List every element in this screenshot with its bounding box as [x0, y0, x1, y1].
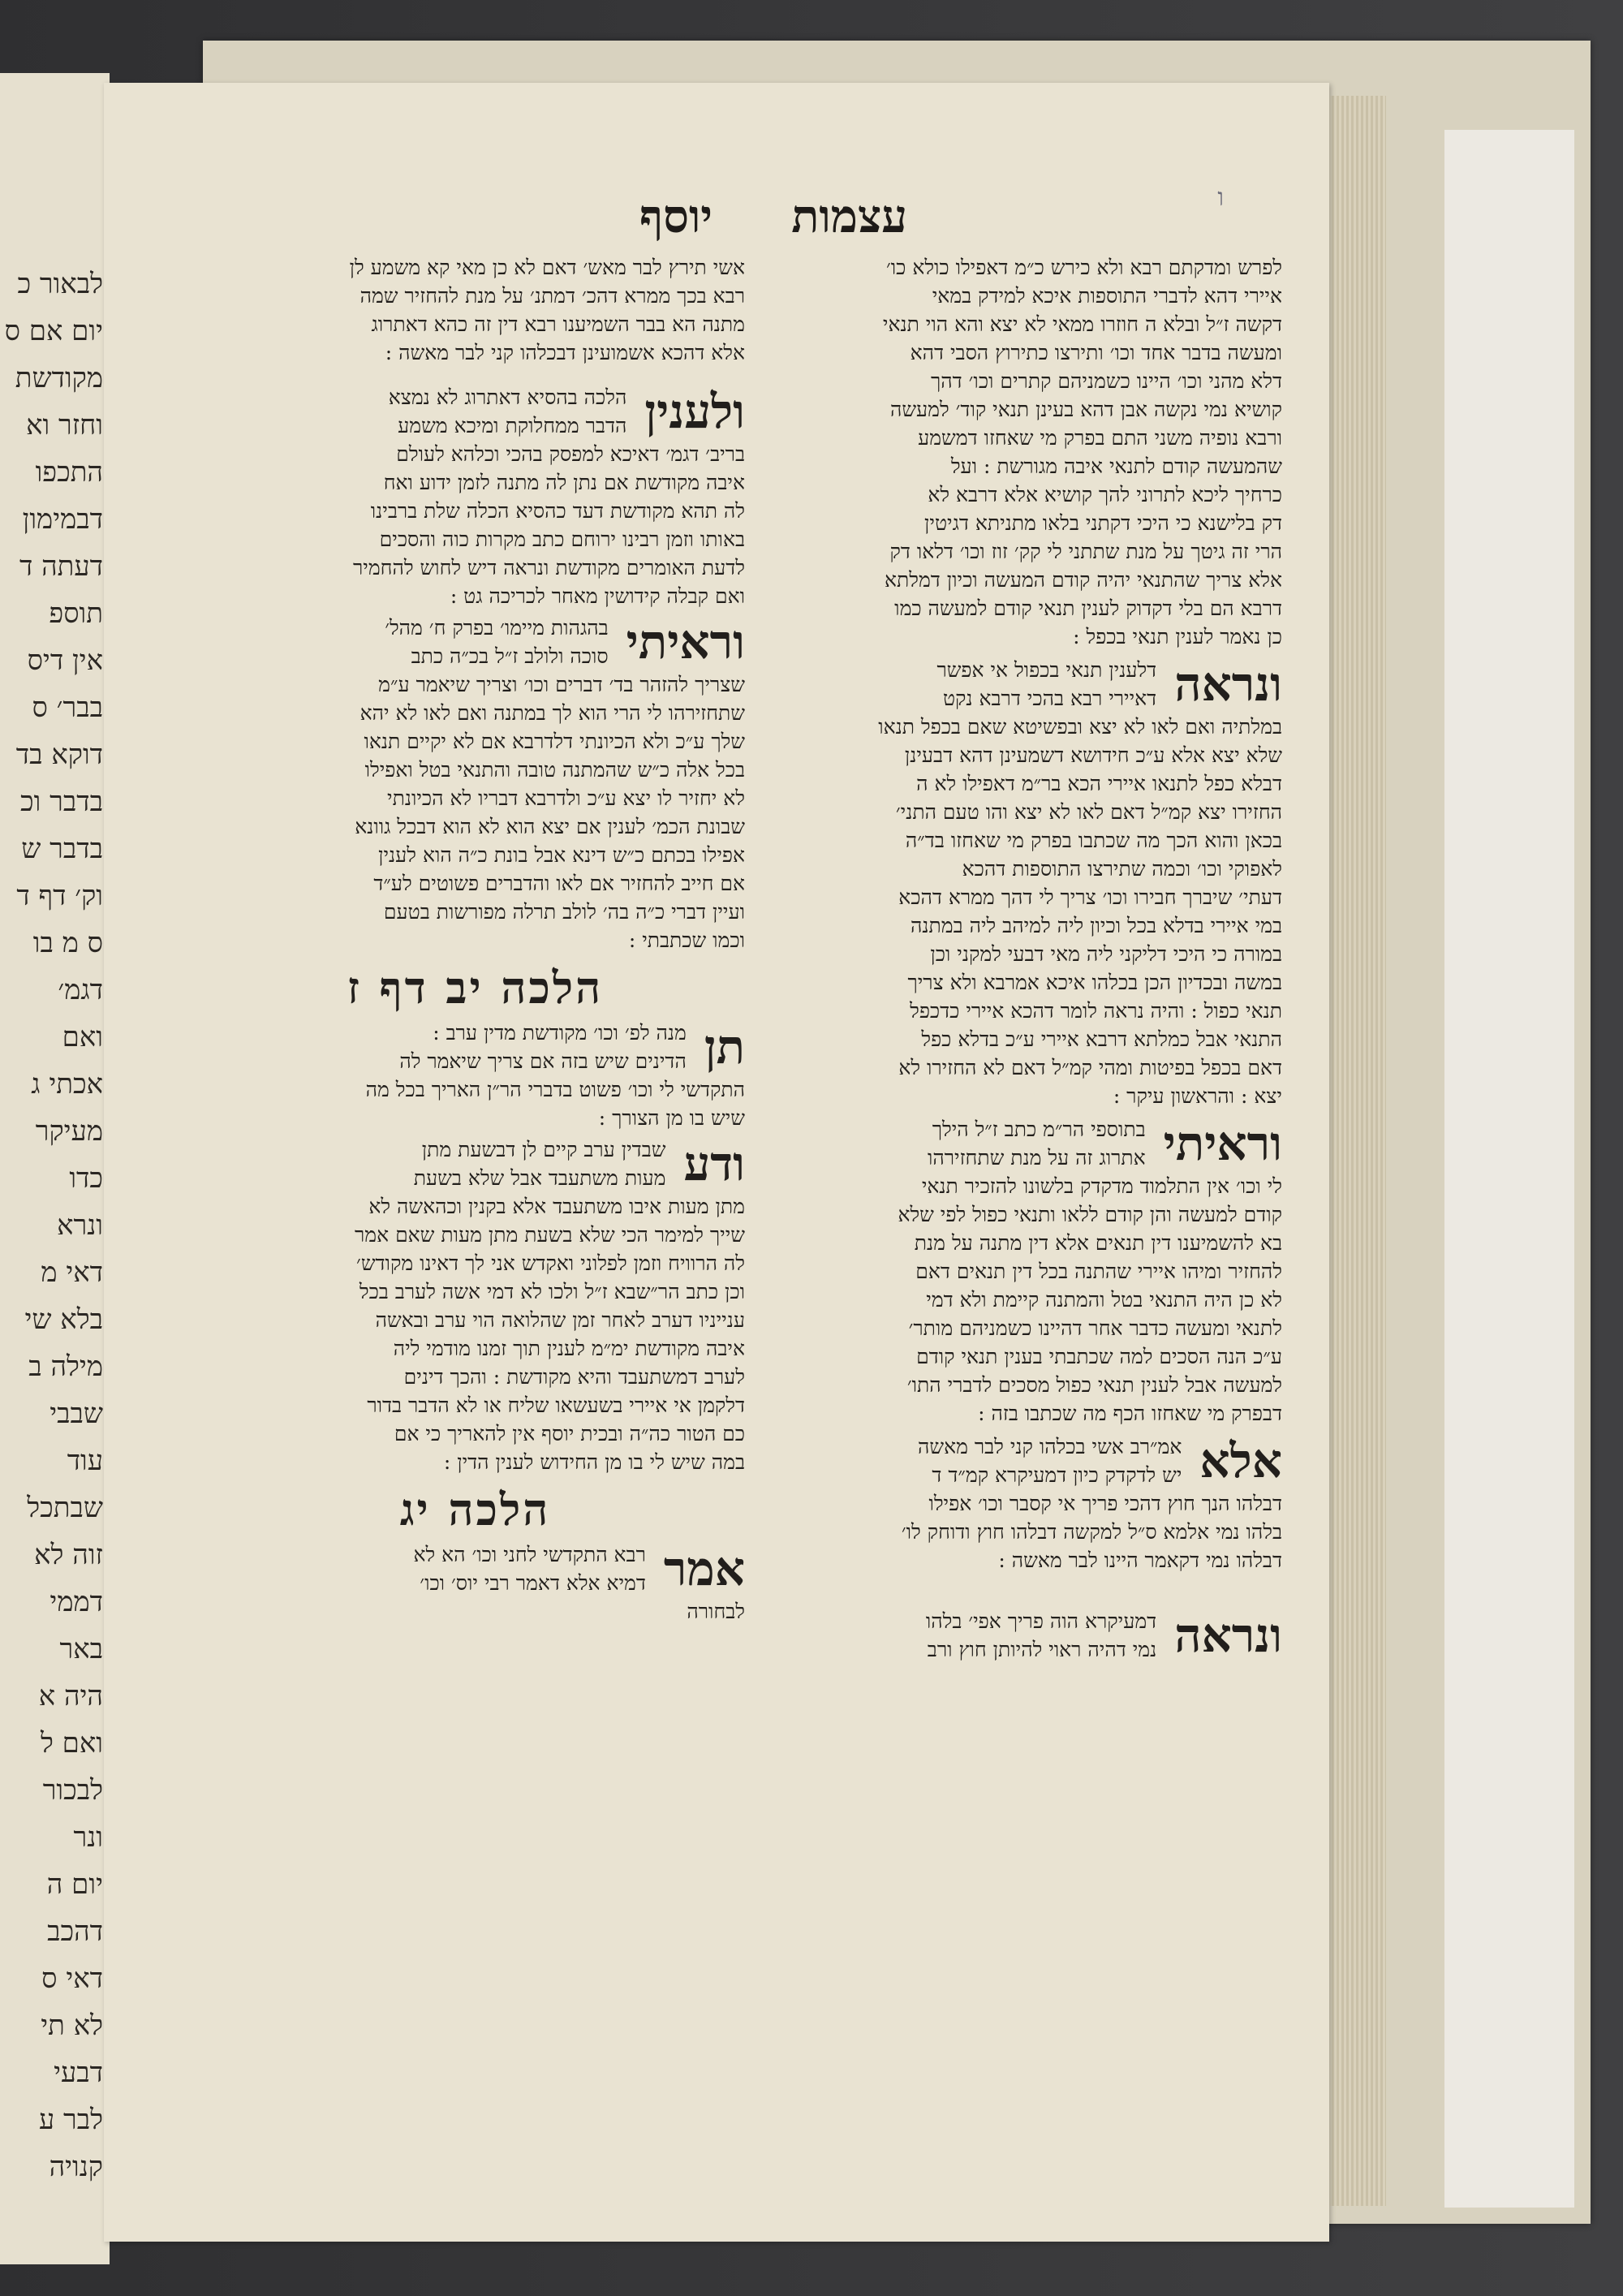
text-line: אמ״רב אשי בכלהו קני לבר מאשה [918, 1435, 1182, 1458]
text-line: וכן כתב הר״שבא ז״ל ולכו לא דמי אשה לערב בכל [359, 1280, 745, 1303]
text-line: שבונת הכמ׳ לענין אם יצא הוא לא הוא דבכל גוונא [355, 815, 745, 838]
facing-text-fragment: זוה לא [34, 1539, 103, 1571]
text-line: דמיא אלא דאמר רבי יוס׳ וכו׳ [420, 1571, 646, 1595]
text-line: יצא : והראשון עיקר : [1113, 1084, 1282, 1108]
text-line: הלכה בהסיא דאתרוג לא נמצא [388, 386, 627, 409]
text-line: בכאן והוא הכך מה שכתבו בפרק מי שאחזו בד״ה [905, 829, 1282, 852]
text-line: ענייניו דערב לאחר זמן שהלואה הוי ערב ובאשה [375, 1308, 745, 1332]
text-line: נמי דהיה ראוי להיותן חוץ ורב [927, 1638, 1157, 1661]
text-line: ומעשה בדבר אחד וכו׳ ותירצו כתירוץ הסבי דהא [910, 341, 1282, 364]
text-line: במורה כי היכי דליקני ליה מאי דבעי למקני וכן [930, 942, 1282, 966]
facing-text-fragment: כדו [69, 1162, 103, 1195]
header-title-right: עצמות [791, 190, 907, 243]
text-line: דאיירי רבא בהכי דרבא נקט [942, 687, 1157, 710]
facing-text-fragment: אין דיס [27, 644, 103, 677]
right-intro-paragraph [755, 253, 1282, 651]
text-line: דבלא כפל לתנאו איירי הכא בר״מ דאפילו לא ה [916, 772, 1282, 795]
facing-text-fragment: מעיקר [35, 1115, 103, 1148]
text-line: הרי זה גיטך על מנת שתתני לי קק׳ זוז וכו׳ דלאו דק [889, 540, 1282, 563]
facing-text-fragment: עוד [67, 1445, 103, 1477]
text-line: בא להשמיענו דין תנאים אלא דין מתנה על מנת [914, 1231, 1282, 1255]
left-paragraph-1 [205, 383, 745, 610]
facing-text-fragment: דגמ׳ [58, 974, 103, 1006]
lead-word: ונראה [1174, 657, 1282, 712]
text-line: שלך ע״כ ולא הכיונתי דלדרבא אם לא יקיים תנאו [364, 730, 745, 753]
text-line: דקשה ז״ל ובלא ה חוזרו ממאי לא יצא והא הוי תנאי [882, 312, 1282, 336]
facing-text-fragment: היה א [38, 1680, 103, 1712]
text-line: סוכה ולולב ז״ל בכ״ה כתב [411, 644, 609, 668]
facing-text-fragment: לבר ע [38, 2104, 103, 2136]
text-line: שהמעשה קודם לתנאי איבה מגורשת : ועל [950, 454, 1282, 478]
right-paragraph-5 [755, 1607, 1282, 1677]
text-line: אם חייב להחזיר אם לאו והדברים פשוטים לע״ד [373, 872, 745, 895]
facing-text-fragment: בדבר ש [21, 833, 103, 865]
facing-text-fragment: דאי ס [41, 1962, 103, 1995]
text-line: במי איירי בדלא בכל וכיון ליה למיהב ליה במתנה [911, 914, 1282, 937]
text-line: דלענין תנאי בכפול אי אפשר [936, 658, 1157, 682]
text-line: תנאי כפול : והיה נראה לומר דהכא איירי כדכפל [910, 999, 1282, 1023]
text-line: אפילו בכתם כ״ש דינא אבל בונת כ״ה הוא לענין [378, 843, 745, 867]
left-intro-paragraph [205, 253, 745, 367]
text-line: ע״כ הנה הסכים למה שכתבתי בענין תנאי קודם [916, 1345, 1282, 1368]
text-line: דמעיקרא הוה פריך אפי׳ בלהו [925, 1609, 1157, 1633]
lead-word: אמר [663, 1541, 745, 1596]
text-line: מנה לפ׳ וכו׳ מקודשת מדין ערב : [433, 1021, 687, 1045]
facing-text-fragment: דבמימון [22, 503, 103, 536]
page-edges [1329, 96, 1386, 2206]
facing-text-fragment: באר [59, 1633, 103, 1665]
text-line: לדעת האומרים מקודשת ונראה דיש לחוש להחמיר [353, 556, 745, 579]
text-line: דלא מהני וכו׳ היינו כשמניהם קתרים וכו׳ דהך [931, 369, 1282, 393]
facing-text-fragment: תוספ [49, 597, 103, 630]
text-line: התנאי אבל כמלתא דרבא איירי ע״כ בדלא כפל [921, 1027, 1282, 1051]
lead-word: וראיתי [1163, 1116, 1282, 1171]
left-paragraph-4 [205, 1135, 745, 1476]
text-line: דרבא הם בלי דקדוק לענין תנאי קודם למעשה כמו [894, 597, 1282, 620]
text-line: דבלהו הנך חוץ דהכי פריך אי קסבר וכו׳ אפילו [928, 1492, 1282, 1515]
text-line: כרחיך ליכא לתרוני להך קושיא אלא דרבא לא [928, 483, 1282, 506]
right-text-column [755, 253, 1282, 1677]
right-paragraph-3 [755, 1115, 1282, 1428]
facing-text-fragment: מילה ב [28, 1350, 103, 1383]
facing-text-fragment: דוקא בד [15, 739, 103, 771]
text-line: וכמו שכתבתי : [628, 928, 745, 952]
facing-text-fragment: דבעי [54, 2057, 103, 2089]
text-line: יש לדקדק כיון דמעיקרא קמ״ד ד [932, 1463, 1182, 1487]
text-line: בתוספי הר״מ כתב ז״ל הילך [932, 1118, 1146, 1141]
text-line: כן נאמר לענין תנאי בכפל : [1073, 625, 1282, 648]
facing-text-fragment: יום ה [46, 1868, 103, 1901]
text-line: להחזיר ומיהו איירי שהתנה בכל דין תנאים דאם [915, 1260, 1282, 1283]
text-line: הדינים שיש בזה אם צריך שיאמר לה [399, 1049, 687, 1073]
text-line: שצריך להזהר בד׳ דברים וכו׳ וצריך שיאמר ע״מ [378, 673, 745, 696]
left-paragraph-3 [205, 1019, 745, 1132]
right-paragraph-2 [755, 656, 1282, 1110]
left-paragraph-5 [205, 1540, 745, 1626]
facing-text-fragment: דעתה ד [19, 550, 103, 583]
facing-text-fragment: שבבי [50, 1398, 103, 1430]
facing-text-fragment: מקודשת [15, 362, 103, 394]
facing-text-fragment: בלא שי [24, 1303, 103, 1336]
text-line: ואם קבלה קידושין מאחר לכריכה גט : [450, 584, 745, 608]
text-line: לא כן היה התנאי בטל והמתנה קיימת ולא דמי [926, 1288, 1282, 1312]
text-line: כם הטור כה״ה ובכית יוסף אין להאריך כי אם [394, 1422, 745, 1445]
facing-text-fragment: ואם [62, 1021, 103, 1053]
facing-text-fragment: לבכור [42, 1774, 103, 1807]
text-line: אלא דהכא אשמועינן דבכלהו קני לבר מאשה : [385, 341, 745, 364]
facing-text-fragment: וחזר וא [26, 409, 103, 442]
text-line: לתנאי ומעשה כדבר אחר דהיינו כשמניהם מותר׳ [908, 1316, 1282, 1340]
lead-word: תן [704, 1019, 745, 1075]
text-line: בהגהות מיימו׳ בפרק ח׳ מהל׳ [385, 616, 609, 640]
text-line: במה שיש לי בו מן החידוש לענין הדין : [443, 1450, 745, 1474]
paper-insert [1444, 130, 1574, 2208]
text-line: בריב׳ דגמ׳ דאיכא למפסק בהכי וכלהא לעולם [396, 442, 745, 466]
text-line: לערב דמשתעבד והיא מקודשת : והכך דינים [403, 1365, 745, 1389]
right-paragraph-4 [755, 1432, 1282, 1574]
text-line: בכל אלה כ״ש שהמתנה טובה והתנאי בטל ואפילו [364, 758, 745, 782]
text-line: שתחזירהו לי הרי הוא לך במתנה ואם לאו לא יהא [359, 701, 745, 725]
left-paragraph-2 [205, 614, 745, 954]
text-line: דאם בכפל בפיטות ומהי קמ״ל דאם לא החזירו לא [898, 1056, 1282, 1079]
facing-text-fragment: אכתי ג [31, 1068, 103, 1101]
text-line: באותו וזמן רבינו ירוחם כתב מקרות כוה והסכים [379, 528, 745, 551]
text-line: אלא צריך שהתנאי יהיה קודם המעשה וכיון דמלתא [885, 568, 1282, 592]
text-line: במשה ובכדיון הכן בכלהו איכא אמרבא ולא צריך [907, 971, 1282, 994]
text-line: לפרש ומדקתם רבא ולא כירש כ״מ דאפילו כולא כו׳ [885, 256, 1282, 279]
text-line: שלא יצא אלא ע״כ חידושא דשמעינן דהא דבעינן [904, 743, 1282, 767]
text-line: לה הרוויח וזמן לפלוני ואקדש אני לך דאינו מקודש׳ [356, 1251, 745, 1275]
facing-text-fragment: ואם ל [40, 1727, 103, 1760]
left-text-column [205, 253, 745, 1626]
folio-mark: ו [1217, 183, 1224, 212]
facing-page-fragment [0, 73, 110, 2264]
lead-word: אלא [1199, 1433, 1282, 1488]
facing-text-fragment: בדבר וכ [20, 786, 103, 818]
lead-word: ונראה [1174, 1608, 1282, 1663]
header-title-left: יוסף [639, 190, 712, 243]
text-line: קודם למעשה והן קודם ללאו ותנאי כפול לפי שלא [898, 1203, 1282, 1226]
text-line: לי וכו׳ אין התלמוד מדקדק בלשונו להזכיר תנאי [921, 1174, 1282, 1198]
running-header [104, 183, 1329, 263]
facing-text-fragment: וק׳ דף ד [16, 880, 103, 912]
text-line: דבפרק מי שאחזו הכף מה שכתבו בזה : [978, 1402, 1282, 1425]
text-line: ועיין דברי כ״ה בה׳ לולב תרלה מפורשות בטעם [383, 900, 745, 924]
text-line: התקדשי לי וכו׳ פשוט בדברי הר״ן האריך בכל מה [365, 1078, 745, 1101]
text-line: לה תהא מקודשת דעד כהסיא הכלה שלת ברבינו [370, 499, 745, 523]
facing-text-fragment: דממי [50, 1586, 103, 1618]
text-line: קושיא נמי נקשה אבן דהא בעינן תנאי קוד׳ למעשה [889, 398, 1282, 421]
text-line: דעתי׳ שיברך חבירו וכו׳ צריך לי דהך ממרא דהכא [898, 885, 1282, 909]
text-line: לא יחזיר לו יצא ע״כ ולדרבא דבריו לא הכיונתי [387, 786, 745, 810]
text-line: למעשה אבל לענין תנאי כפול מסכים לדברי התו׳ [906, 1373, 1282, 1397]
facing-text-fragment: קנויה [49, 2151, 103, 2183]
text-line: איבה מקודשת ימ״מ לענין תוך זמנו מודמי ליה [393, 1337, 745, 1360]
lead-word: וראיתי [626, 614, 745, 670]
text-line: רבא התקדשי לחני וכו׳ הא לא [413, 1543, 646, 1566]
section-heading-1: הלכה יב דף ז [347, 962, 604, 1014]
text-line: איבה מקודשת אם נתן לה מתנה לזמן ידוע ואח [383, 471, 745, 494]
facing-text-fragment: יום אם ס [4, 315, 103, 347]
text-line: אשי תירץ לבר מאש׳ דאם לא כן מאי קא משמע לן [349, 256, 745, 279]
book-page [104, 83, 1329, 2242]
text-line: איירי דהא לדברי התוספות איכא למידק במאי [932, 284, 1282, 308]
facing-text-fragment: דאי מ [41, 1256, 103, 1289]
lead-word: ודע [683, 1136, 745, 1191]
facing-text-fragment: בבר׳ ס [32, 691, 103, 724]
text-line: דבלהו נמי דקאמר היינו לבר מאשה : [998, 1549, 1282, 1572]
section-heading-2: הלכה יג [399, 1484, 551, 1536]
text-line: רבא בכך ממרא דהכ׳ דמתנ׳ על מנת להחזיר שמה [359, 284, 745, 308]
text-line: לאפוקי וכו׳ וכמה שתירצו התוספות דהכא [962, 857, 1282, 881]
facing-text-fragment: ונר [73, 1821, 103, 1854]
text-line: ורבא נופיה משני התם בפרק מי שאחזו דמשמע [918, 426, 1282, 450]
text-line: דק בלישנא כי היכי דקתני בלאו מתניתא דגיטין [924, 511, 1282, 535]
text-line: בלהו נמי אלמא ס״ל למקשה דבלהו חוץ ודוחק לו׳ [901, 1520, 1282, 1544]
facing-text-fragment: ונרא [57, 1209, 103, 1242]
text-line: אתרוג זה על מנת שתחזירהו [927, 1146, 1146, 1170]
facing-text-fragment: התכפו [35, 456, 103, 489]
text-line: החזירו יצא קמ״ל דאם לאו לא יצא והו טעם התני׳ [895, 800, 1282, 824]
text-line: במלתיה ואם לאו לא יצא ובפשיטא שאם בכפל תנאו [878, 715, 1282, 739]
facing-text-fragment: ס מ בו [32, 927, 103, 959]
text-line: דלקמן אי איירי בשעשאו שליח או לא הדבר בדור [367, 1394, 745, 1417]
text-line: לבחורה [687, 1600, 745, 1623]
text-line: שייך למימר הכי שלא בשעת מתן מעות שאם אמר [355, 1223, 745, 1247]
lead-word: ולענין [644, 384, 745, 439]
text-line: שיש בו מן הצורך : [598, 1106, 745, 1130]
facing-text-fragment: דהכב [47, 1915, 103, 1948]
text-line: שבדין ערב קיים לן דבשעת מתן [421, 1138, 666, 1161]
facing-text-fragment: שבתכל [27, 1492, 103, 1524]
text-line: מתן מעות איבו משתעבד אלא בקנין וכהאשה לא [368, 1195, 745, 1218]
text-line: הדבר ממחלוקת ומיכא משמע [398, 414, 627, 437]
facing-text-fragment: לבאור כ [17, 268, 103, 300]
facing-text-fragment: לא תי [41, 2010, 103, 2042]
text-line: מתנה הא בבר השמיענו רבא דין זה כהא דאתרוג [371, 312, 745, 336]
text-line: מעות משתעבד אבל שלא בשעת [413, 1166, 666, 1190]
